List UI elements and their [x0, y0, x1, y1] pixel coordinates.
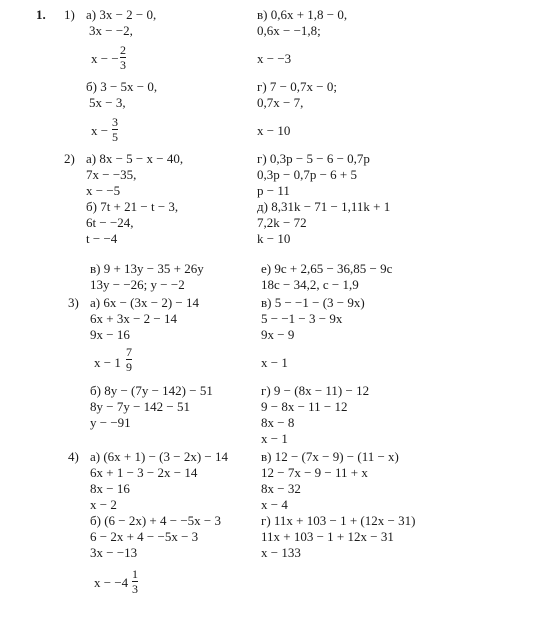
eq-line: 12 − 7x − 9 − 11 + x [261, 465, 368, 480]
eq-line: 5x − 3, [89, 95, 126, 110]
fraction-denominator: 9 [126, 360, 132, 374]
eq-line: y − −91 [90, 415, 131, 430]
part-label-4: 4) [68, 449, 79, 464]
part-label-2: 2) [64, 151, 75, 166]
eq-line: 6t − −24, [86, 215, 134, 230]
eq-line: в) 9 + 13y − 35 + 26y [90, 261, 204, 276]
eq-line: б) 8y − (7y − 142) − 51 [90, 383, 213, 398]
eq-line: г) 11x + 103 − 1 + (12x − 31) [261, 513, 416, 528]
eq-line: б) 7t + 21 − t − 3, [86, 199, 179, 214]
eq-line: 7,2k − 72 [257, 215, 307, 230]
eq-line: 9x − 16 [90, 327, 130, 342]
fraction-numerator: 1 [132, 567, 138, 581]
eq-line: г) 9 − (8x − 11) − 12 [261, 383, 370, 398]
eq-line: д) 8,31k − 71 − 1,11k + 1 [257, 199, 391, 214]
fraction [126, 346, 132, 373]
eq-line: г) 7 − 0,7x − 0; [257, 79, 337, 94]
fraction [120, 44, 126, 71]
eq-line: 18c − 34,2, c − 1,9 [261, 277, 359, 292]
eq-line: 9x − 9 [261, 327, 295, 342]
eq-line: x − 133 [261, 545, 301, 560]
eq-line: x − −4 [94, 575, 129, 590]
eq-line: а) 3x − 2 − 0, [86, 7, 157, 22]
fraction-numerator: 3 [112, 115, 118, 129]
eq-line: x − −3 [257, 51, 292, 66]
eq-line: x − 1 [94, 355, 121, 370]
fraction-numerator: 2 [120, 43, 126, 57]
eq-line: а) 8x − 5 − x − 40, [86, 151, 184, 166]
eq-line: 0,3p − 0,7p − 6 + 5 [257, 167, 357, 182]
eq-line: е) 9c + 2,65 − 36,85 − 9c [261, 261, 393, 276]
eq-line: 11x + 103 − 1 + 12x − 31 [261, 529, 394, 544]
fraction-denominator: 3 [132, 582, 138, 596]
eq-line: 0,7x − 7, [257, 95, 304, 110]
eq-line: 8x − 16 [90, 481, 130, 496]
eq-line: 8y − 7y − 142 − 51 [90, 399, 190, 414]
eq-line: г) 0,3p − 5 − 6 − 0,7p [257, 151, 370, 166]
fraction-denominator: 5 [112, 130, 118, 144]
eq-line: а) 6x − (3x − 2) − 14 [90, 295, 200, 310]
eq-line: x − − [91, 51, 119, 66]
eq-line: 6x + 1 − 3 − 2x − 14 [90, 465, 198, 480]
eq-line: x − 2 [90, 497, 117, 512]
eq-line: t − −4 [86, 231, 118, 246]
eq-line: 5 − −1 − 3 − 9x [261, 311, 343, 326]
eq-line: 8x − 32 [261, 481, 301, 496]
eq-line: 6x + 3x − 2 − 14 [90, 311, 177, 326]
fraction-denominator: 3 [120, 58, 126, 72]
eq-line: 0,6x − −1,8; [257, 23, 321, 38]
eq-line: x − 1 [261, 355, 288, 370]
eq-line: б) (6 − 2x) + 4 − −5x − 3 [90, 513, 222, 528]
fraction [132, 568, 138, 595]
fraction [112, 116, 118, 143]
eq-line: x − 4 [261, 497, 288, 512]
problem-number: 1. [36, 7, 46, 22]
eq-line: x − 1 [261, 431, 288, 446]
eq-line: в) 5 − −1 − (3 − 9x) [261, 295, 365, 310]
eq-line: 13y − −26; y − −2 [90, 277, 185, 292]
eq-line: 7x − −35, [86, 167, 137, 182]
eq-line: p − 11 [257, 183, 290, 198]
eq-line: 8x − 8 [261, 415, 295, 430]
eq-line: k − 10 [257, 231, 291, 246]
eq-line: 6 − 2x + 4 − −5x − 3 [90, 529, 199, 544]
eq-line: 9 − 8x − 11 − 12 [261, 399, 348, 414]
part-label-1: 1) [64, 7, 75, 22]
eq-line: 3x − −13 [90, 545, 138, 560]
eq-line: x − 10 [257, 123, 291, 138]
part-label-3: 3) [68, 295, 79, 310]
eq-line: а) (6x + 1) − (3 − 2x) − 14 [90, 449, 228, 464]
eq-line: в) 0,6x + 1,8 − 0, [257, 7, 348, 22]
eq-line: в) 12 − (7x − 9) − (11 − x) [261, 449, 399, 464]
eq-line: x − −5 [86, 183, 121, 198]
fraction-numerator: 7 [126, 345, 132, 359]
eq-line: x − [91, 123, 109, 138]
eq-line: б) 3 − 5x − 0, [86, 79, 158, 94]
eq-line: 3x − −2, [89, 23, 133, 38]
